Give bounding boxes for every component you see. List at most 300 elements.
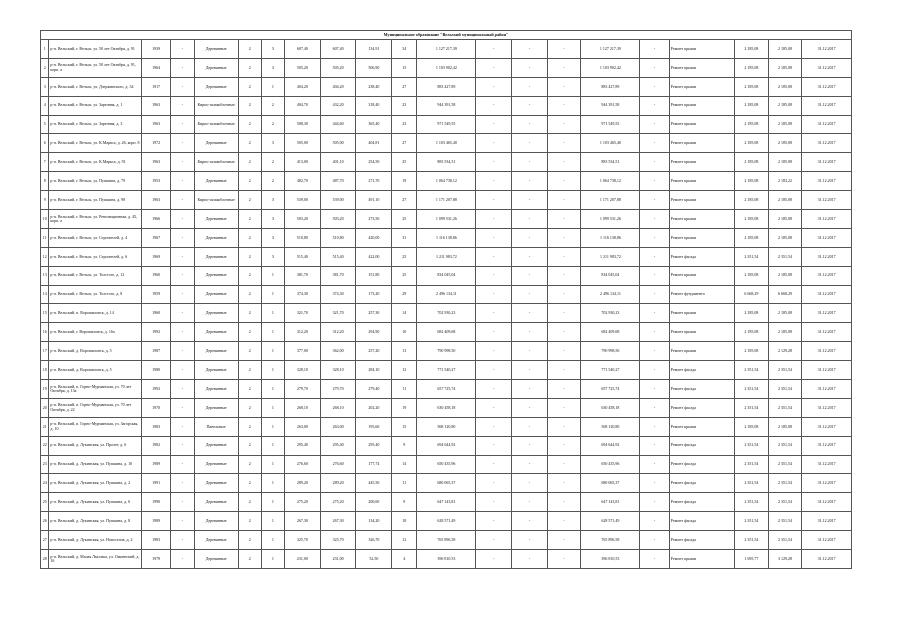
- local-cost-cell: -: [547, 474, 581, 493]
- fund-cost-cell: -: [476, 474, 512, 493]
- region-cost-cell: -: [512, 266, 548, 285]
- unit-cost-cell: 2 185,08: [735, 40, 769, 59]
- living-area-cell: 321,70: [320, 304, 356, 323]
- floors-cell: 2: [238, 361, 261, 380]
- residents-cell: 19: [392, 172, 417, 191]
- fund-cost-cell: -: [476, 285, 512, 304]
- wall-material-cell: Деревянные: [194, 172, 238, 191]
- table-row: [41, 228, 852, 247]
- max-unit-cost-cell: 2 185,08: [768, 266, 802, 285]
- row-number-cell: 21: [41, 417, 49, 436]
- unit-cost-cell: 2 185,08: [735, 172, 769, 191]
- nonliving-area-cell: 273,50: [356, 210, 392, 229]
- residents-cell: 25: [392, 266, 417, 285]
- living-area-cell: 381,70: [320, 266, 356, 285]
- fund-cost-cell: -: [476, 40, 512, 59]
- nonliving-area-cell: 365,40: [356, 115, 392, 134]
- completion-date-cell: 31.12.2017: [802, 493, 852, 512]
- total-cost-cell: 680 065,37: [417, 474, 476, 493]
- max-unit-cost-cell: 2 185,08: [768, 417, 802, 436]
- completion-date-cell: 31.12.2017: [802, 398, 852, 417]
- living-area-cell: 607,40: [320, 40, 356, 59]
- local-cost-cell: -: [547, 323, 581, 342]
- unit-cost-cell: 2 185,08: [735, 96, 769, 115]
- table-row: [41, 191, 852, 210]
- address-cell: р-п. Вельский, г. Вельск, ул. Пушкина, д. 79: [49, 172, 142, 191]
- fund-cost-cell: -: [476, 77, 512, 96]
- total-area-cell: 404,20: [284, 77, 320, 96]
- owners-cost-cell: 568 120,80: [581, 417, 640, 436]
- entrances-cell: 1: [261, 380, 284, 399]
- nonliving-area-cell: 151,80: [356, 266, 392, 285]
- unit-cost-cell: 1 695,77: [735, 550, 769, 569]
- wall-material-cell: Деревянные: [194, 77, 238, 96]
- table-row: [41, 417, 852, 436]
- year-built-cell: 1982: [141, 436, 170, 455]
- total-cost-cell: 694 644,92: [417, 436, 476, 455]
- work-type-cell: Ремонт крыши: [669, 210, 734, 229]
- year-built-cell: 1963: [141, 153, 170, 172]
- max-unit-cost-cell: 2 185,08: [768, 40, 802, 59]
- total-area-cell: 505,00: [284, 134, 320, 153]
- fund-cost-cell: -: [476, 380, 512, 399]
- entrances-cell: 1: [261, 304, 284, 323]
- floors-cell: 2: [238, 247, 261, 266]
- floors-cell: 2: [238, 153, 261, 172]
- year-renovated-cell: -: [171, 266, 194, 285]
- row-number-cell: 22: [41, 436, 49, 455]
- unit-cost-cell: 2 351,54: [735, 436, 769, 455]
- other-cost-cell: -: [640, 172, 669, 191]
- living-area-cell: 510,80: [320, 228, 356, 247]
- total-cost-cell: 765 896,58: [417, 531, 476, 550]
- total-cost-cell: 944 391,58: [417, 96, 476, 115]
- nonliving-area-cell: 134,20: [356, 512, 392, 531]
- other-cost-cell: -: [640, 361, 669, 380]
- year-renovated-cell: -: [171, 417, 194, 436]
- other-cost-cell: -: [640, 40, 669, 59]
- year-renovated-cell: -: [171, 228, 194, 247]
- other-cost-cell: -: [640, 550, 669, 569]
- total-area-cell: 231,00: [284, 550, 320, 569]
- row-number-cell: 27: [41, 531, 49, 550]
- address-cell: р-п. Вельский, д. Малая Лысовка, ул. Ожиенский, д. 16: [49, 550, 142, 569]
- row-number-cell: 23: [41, 455, 49, 474]
- floors-cell: 2: [238, 266, 261, 285]
- owners-cost-cell: 657 725,74: [581, 380, 640, 399]
- row-number-cell: 9: [41, 191, 49, 210]
- owners-cost-cell: 628 571,49: [581, 512, 640, 531]
- year-built-cell: 1970: [141, 398, 170, 417]
- address-cell: р-п. Вельский, д. Ворошиловск, д. 5: [49, 361, 142, 380]
- max-unit-cost-cell: 2 351,54: [768, 531, 802, 550]
- nonliving-area-cell: 326,70: [356, 531, 392, 550]
- living-area-cell: 515,40: [320, 247, 356, 266]
- owners-cost-cell: 1 171 207,88: [581, 191, 640, 210]
- local-cost-cell: -: [547, 417, 581, 436]
- wall-material-cell: Деревянные: [194, 134, 238, 153]
- fund-cost-cell: -: [476, 323, 512, 342]
- entrances-cell: 3: [261, 134, 284, 153]
- year-built-cell: 1964: [141, 58, 170, 77]
- row-number-cell: 13: [41, 266, 49, 285]
- local-cost-cell: -: [547, 96, 581, 115]
- floors-cell: 2: [238, 115, 261, 134]
- address-cell: р-п. Вельский, г. Вельск, ул. 50 лет Октября, д. 91: [49, 40, 142, 59]
- living-area-cell: 505,20: [320, 58, 356, 77]
- total-cost-cell: 396 810,53: [417, 550, 476, 569]
- nonliving-area-cell: 318,40: [356, 96, 392, 115]
- region-cost-cell: -: [512, 342, 548, 361]
- local-cost-cell: -: [547, 550, 581, 569]
- work-type-cell: Ремонт крыши: [669, 266, 734, 285]
- year-renovated-cell: -: [171, 285, 194, 304]
- local-cost-cell: -: [547, 266, 581, 285]
- completion-date-cell: 31.12.2017: [802, 455, 852, 474]
- owners-cost-cell: 647 143,81: [581, 493, 640, 512]
- entrances-cell: 3: [261, 247, 284, 266]
- year-built-cell: 1992: [141, 380, 170, 399]
- owners-cost-cell: 396 810,53: [581, 550, 640, 569]
- owners-cost-cell: 790 998,50: [581, 342, 640, 361]
- row-number-cell: 5: [41, 115, 49, 134]
- floors-cell: 2: [238, 285, 261, 304]
- region-cost-cell: -: [512, 531, 548, 550]
- floors-cell: 2: [238, 398, 261, 417]
- unit-cost-cell: 2 185,08: [735, 210, 769, 229]
- floors-cell: 2: [238, 96, 261, 115]
- fund-cost-cell: -: [476, 153, 512, 172]
- max-unit-cost-cell: 2 185,08: [768, 304, 802, 323]
- table-row: [41, 77, 852, 96]
- table-row: [41, 550, 852, 569]
- residents-cell: 11: [392, 474, 417, 493]
- year-built-cell: 1960: [141, 266, 170, 285]
- unit-cost-cell: 2 351,54: [735, 380, 769, 399]
- completion-date-cell: 31.12.2017: [802, 436, 852, 455]
- living-area-cell: 539,00: [320, 191, 356, 210]
- table-row: [41, 172, 852, 191]
- living-area-cell: 276,60: [320, 455, 356, 474]
- unit-cost-cell: 2 351,54: [735, 531, 769, 550]
- year-built-cell: 1991: [141, 474, 170, 493]
- total-area-cell: 295,40: [284, 436, 320, 455]
- wall-material-cell: Деревянные: [194, 436, 238, 455]
- year-renovated-cell: -: [171, 380, 194, 399]
- owners-cost-cell: 2 496 134,11: [581, 285, 640, 304]
- table-row: [41, 40, 852, 59]
- unit-cost-cell: 2 185,08: [735, 134, 769, 153]
- completion-date-cell: 31.12.2017: [802, 550, 852, 569]
- max-unit-cost-cell: 2 351,54: [768, 455, 802, 474]
- total-area-cell: 505,20: [284, 58, 320, 77]
- row-number-cell: 7: [41, 153, 49, 172]
- year-renovated-cell: -: [171, 115, 194, 134]
- floors-cell: 2: [238, 493, 261, 512]
- year-renovated-cell: -: [171, 134, 194, 153]
- local-cost-cell: -: [547, 40, 581, 59]
- total-cost-cell: 650 435,96: [417, 455, 476, 474]
- total-area-cell: 289,20: [284, 474, 320, 493]
- table-row: [41, 285, 852, 304]
- residents-cell: 18: [392, 512, 417, 531]
- residents-cell: 25: [392, 247, 417, 266]
- total-area-cell: 263,00: [284, 417, 320, 436]
- completion-date-cell: 31.12.2017: [802, 247, 852, 266]
- fund-cost-cell: -: [476, 455, 512, 474]
- entrances-cell: 2: [261, 115, 284, 134]
- max-unit-cost-cell: 2 185,08: [768, 210, 802, 229]
- year-renovated-cell: -: [171, 512, 194, 531]
- owners-cost-cell: 650 435,96: [581, 455, 640, 474]
- owners-cost-cell: 1 127 217,39: [581, 40, 640, 59]
- address-cell: р-п. Вельский, д. Лукинская, ул. Пушкина, д. 6: [49, 493, 142, 512]
- entrances-cell: 3: [261, 228, 284, 247]
- row-number-cell: 10: [41, 210, 49, 229]
- completion-date-cell: 31.12.2017: [802, 474, 852, 493]
- owners-cost-cell: 1 103 902,42: [581, 58, 640, 77]
- max-unit-cost-cell: 2 185,08: [768, 228, 802, 247]
- floors-cell: 2: [238, 380, 261, 399]
- owners-cost-cell: 680 065,37: [581, 474, 640, 493]
- year-built-cell: 1960: [141, 304, 170, 323]
- unit-cost-cell: 2 351,54: [735, 247, 769, 266]
- address-cell: р-п. Вельский, п. Ворошиловск, д. 14: [49, 304, 142, 323]
- address-cell: р-п. Вельский, г. Вельск, ул. Заречная, д. 3: [49, 115, 142, 134]
- entrances-cell: 1: [261, 417, 284, 436]
- table-row: [41, 247, 852, 266]
- other-cost-cell: -: [640, 455, 669, 474]
- total-area-cell: 381,70: [284, 266, 320, 285]
- wall-material-cell: Кирпо-шлакоблочные: [194, 153, 238, 172]
- residents-cell: 10: [392, 323, 417, 342]
- fund-cost-cell: -: [476, 115, 512, 134]
- nonliving-area-cell: 200,60: [356, 493, 392, 512]
- region-cost-cell: -: [512, 228, 548, 247]
- fund-cost-cell: -: [476, 210, 512, 229]
- wall-material-cell: Деревянные: [194, 247, 238, 266]
- fund-cost-cell: -: [476, 304, 512, 323]
- year-built-cell: 1989: [141, 455, 170, 474]
- unit-cost-cell: 2 185,08: [735, 115, 769, 134]
- year-renovated-cell: -: [171, 550, 194, 569]
- wall-material-cell: Деревянные: [194, 474, 238, 493]
- wall-material-cell: Деревянные: [194, 550, 238, 569]
- year-built-cell: 1963: [141, 115, 170, 134]
- fund-cost-cell: -: [476, 96, 512, 115]
- other-cost-cell: -: [640, 323, 669, 342]
- total-area-cell: 404,70: [284, 96, 320, 115]
- residents-cell: 12: [392, 531, 417, 550]
- total-cost-cell: 1 099 531,26: [417, 210, 476, 229]
- nonliving-area-cell: 195,60: [356, 417, 392, 436]
- other-cost-cell: -: [640, 380, 669, 399]
- region-cost-cell: -: [512, 361, 548, 380]
- table-row: [41, 96, 852, 115]
- year-built-cell: 1969: [141, 247, 170, 266]
- living-area-cell: 325,70: [320, 531, 356, 550]
- nonliving-area-cell: 177,74: [356, 455, 392, 474]
- living-area-cell: 312,20: [320, 323, 356, 342]
- year-renovated-cell: -: [171, 58, 194, 77]
- other-cost-cell: -: [640, 285, 669, 304]
- address-cell: р-п. Вельский, г. Вельск, ул. К.Маркса, д. 91: [49, 153, 142, 172]
- residents-cell: 31: [392, 228, 417, 247]
- completion-date-cell: 31.12.2017: [802, 210, 852, 229]
- wall-material-cell: Деревянные: [194, 210, 238, 229]
- document-table: [40, 30, 852, 569]
- total-cost-cell: 1 127 217,39: [417, 40, 476, 59]
- owners-cost-cell: 765 896,58: [581, 531, 640, 550]
- completion-date-cell: 31.12.2017: [802, 361, 852, 380]
- nonliving-area-cell: 257,20: [356, 342, 392, 361]
- unit-cost-cell: 2 351,54: [735, 512, 769, 531]
- unit-cost-cell: 6 668,29: [735, 285, 769, 304]
- local-cost-cell: -: [547, 58, 581, 77]
- nonliving-area-cell: 279,40: [356, 380, 392, 399]
- residents-cell: 29: [392, 285, 417, 304]
- year-built-cell: 1987: [141, 342, 170, 361]
- work-type-cell: Ремонт фасада: [669, 380, 734, 399]
- address-cell: р-п. Вельский, д. Лукинская, ул. Новоселов, д. 2: [49, 531, 142, 550]
- year-renovated-cell: -: [171, 40, 194, 59]
- table-row: [41, 115, 852, 134]
- fund-cost-cell: -: [476, 361, 512, 380]
- nonliving-area-cell: 284,10: [356, 361, 392, 380]
- wall-material-cell: Деревянные: [194, 304, 238, 323]
- max-unit-cost-cell: 2 185,08: [768, 115, 802, 134]
- region-cost-cell: -: [512, 436, 548, 455]
- year-renovated-cell: -: [171, 436, 194, 455]
- nonliving-area-cell: 491,10: [356, 191, 392, 210]
- row-number-cell: 6: [41, 134, 49, 153]
- floors-cell: 2: [238, 228, 261, 247]
- address-cell: р-п. Вельский, г. Вельск, ул. К.Маркса, д. 26, корп. 8: [49, 134, 142, 153]
- max-unit-cost-cell: 2 351,54: [768, 398, 802, 417]
- year-built-cell: 1989: [141, 512, 170, 531]
- row-number-cell: 24: [41, 474, 49, 493]
- entrances-cell: 1: [261, 342, 284, 361]
- max-unit-cost-cell: 2 351,54: [768, 512, 802, 531]
- year-renovated-cell: -: [171, 96, 194, 115]
- year-renovated-cell: -: [171, 361, 194, 380]
- region-cost-cell: -: [512, 40, 548, 59]
- max-unit-cost-cell: 2 185,08: [768, 58, 802, 77]
- year-renovated-cell: -: [171, 247, 194, 266]
- address-cell: р-п. Вельский, п. Горно-Мурманская, ул. 70 лет Октября, д. 22: [49, 398, 142, 417]
- nonliving-area-cell: 422,00: [356, 247, 392, 266]
- local-cost-cell: -: [547, 361, 581, 380]
- unit-cost-cell: 2 185,08: [735, 58, 769, 77]
- completion-date-cell: 31.12.2017: [802, 77, 852, 96]
- unit-cost-cell: 2 351,54: [735, 474, 769, 493]
- other-cost-cell: -: [640, 304, 669, 323]
- unit-cost-cell: 2 185,08: [735, 153, 769, 172]
- row-number-cell: 1: [41, 40, 49, 59]
- floors-cell: 2: [238, 323, 261, 342]
- other-cost-cell: -: [640, 417, 669, 436]
- year-renovated-cell: -: [171, 455, 194, 474]
- table-row: [41, 153, 852, 172]
- row-number-cell: 14: [41, 285, 49, 304]
- total-cost-cell: 628 571,49: [417, 512, 476, 531]
- fund-cost-cell: -: [476, 512, 512, 531]
- floors-cell: 2: [238, 436, 261, 455]
- unit-cost-cell: 2 185,08: [735, 77, 769, 96]
- work-type-cell: Ремонт крыши: [669, 304, 734, 323]
- local-cost-cell: -: [547, 342, 581, 361]
- total-cost-cell: 1 103 902,42: [417, 58, 476, 77]
- total-area-cell: 276,60: [284, 455, 320, 474]
- floors-cell: 2: [238, 455, 261, 474]
- other-cost-cell: -: [640, 134, 669, 153]
- nonliving-area-cell: 173,20: [356, 285, 392, 304]
- wall-material-cell: Деревянные: [194, 323, 238, 342]
- address-cell: р-п. Вельский, д. Лукинская, ул. Пушкина, д. 8: [49, 512, 142, 531]
- local-cost-cell: -: [547, 191, 581, 210]
- table-row: [41, 380, 852, 399]
- completion-date-cell: 31.12.2017: [802, 96, 852, 115]
- total-area-cell: 267,30: [284, 512, 320, 531]
- address-cell: р-п. Вельский, г. Вельск, ул. Толстого, д. 8: [49, 285, 142, 304]
- completion-date-cell: 31.12.2017: [802, 266, 852, 285]
- year-built-cell: 1967: [141, 228, 170, 247]
- max-unit-cost-cell: 6 668,29: [768, 285, 802, 304]
- wall-material-cell: Деревянные: [194, 285, 238, 304]
- total-cost-cell: 1 103 465,40: [417, 134, 476, 153]
- living-area-cell: 505,00: [320, 134, 356, 153]
- year-built-cell: 1990: [141, 493, 170, 512]
- residents-cell: 15: [392, 58, 417, 77]
- fund-cost-cell: -: [476, 58, 512, 77]
- max-unit-cost-cell: 2 351,54: [768, 493, 802, 512]
- owners-cost-cell: 1 103 465,40: [581, 134, 640, 153]
- owners-cost-cell: 771 540,27: [581, 361, 640, 380]
- region-cost-cell: -: [512, 191, 548, 210]
- unit-cost-cell: 2 185,08: [735, 304, 769, 323]
- entrances-cell: 1: [261, 398, 284, 417]
- other-cost-cell: -: [640, 436, 669, 455]
- year-built-cell: 1980: [141, 361, 170, 380]
- entrances-cell: 1: [261, 474, 284, 493]
- work-type-cell: Ремонт крыши: [669, 134, 734, 153]
- year-built-cell: 1992: [141, 323, 170, 342]
- region-cost-cell: -: [512, 172, 548, 191]
- max-unit-cost-cell: 2 185,08: [768, 134, 802, 153]
- table-row: [41, 58, 852, 77]
- work-type-cell: Ремонт фасада: [669, 455, 734, 474]
- fund-cost-cell: -: [476, 550, 512, 569]
- wall-material-cell: Деревянные: [194, 398, 238, 417]
- residents-cell: 11: [392, 380, 417, 399]
- owners-cost-cell: 834 045,04: [581, 266, 640, 285]
- fund-cost-cell: -: [476, 531, 512, 550]
- living-area-cell: 263,00: [320, 417, 356, 436]
- max-unit-cost-cell: 3 129,28: [768, 550, 802, 569]
- table-row: [41, 398, 852, 417]
- total-cost-cell: 790 998,50: [417, 342, 476, 361]
- living-area-cell: 503,20: [320, 210, 356, 229]
- other-cost-cell: -: [640, 531, 669, 550]
- local-cost-cell: -: [547, 512, 581, 531]
- address-cell: р-п. Вельский, г. Вельск, ул. Пушкина, д. 98: [49, 191, 142, 210]
- total-area-cell: 328,10: [284, 361, 320, 380]
- total-cost-cell: 1 064 738,12: [417, 172, 476, 191]
- region-cost-cell: -: [512, 58, 548, 77]
- year-built-cell: 1979: [141, 550, 170, 569]
- table-row: [41, 455, 852, 474]
- work-type-cell: Ремонт крыши: [669, 58, 734, 77]
